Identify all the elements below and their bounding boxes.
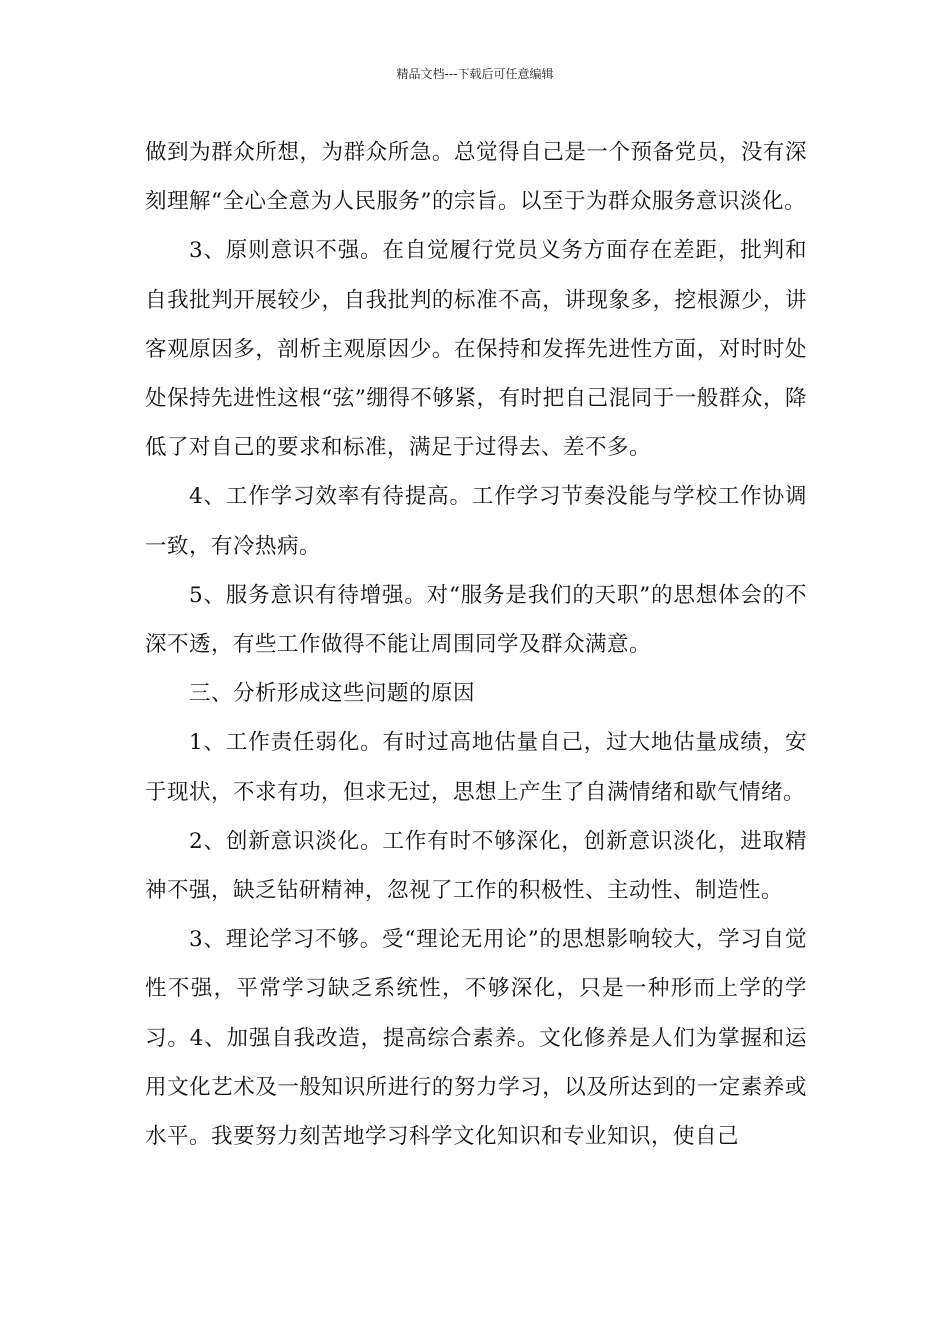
paragraph-continuation: 做到为群众所想，为群众所急。总觉得自己是一个预备党员，没有深刻理解“全心全意为人民服务”的宗旨。以至于为群众服务意识淡化。 <box>145 140 807 215</box>
paragraph-cause-1: 1、工作责任弱化。有时过高地估量自己，过大地估量成绩，安于现状，不求有功，但求无过，思想上产生了自满情绪和歇气情绪。 <box>145 730 807 805</box>
paragraph-item-5: 5、服务意识有待增强。对“服务是我们的天职”的思想体会的不深不透，有些工作做得不能让周围同学及群众满意。 <box>145 582 807 658</box>
paragraph-item-4: 4、工作学习效率有待提高。工作学习节奏没能与学校工作协调一致，有冷热病。 <box>145 484 807 559</box>
document-body <box>145 128 807 1161</box>
paragraph-item-3: 3、原则意识不强。在自觉履行党员义务方面存在差距，批判和自我批判开展较少，自我批判的标准不高，讲现象多，挖根源少，讲客观原因多，剖析主观原因少。在保持和发挥先进性方面，对时时处处保持先进性这根“弦”绷得不够紧，有时把自己混同于一般群众，降低了对自己的要求和标准，满足于过得去、差不多。 <box>145 238 807 461</box>
page-header: 精品文档---下载后可任意编辑 <box>396 67 554 81</box>
paragraph-cause-3: 3、理论学习不够。受“理论无用论”的思想影响较大，学习自觉性不强，平常学习缺乏系统性，不够深化，只是一种形而上学的学习。4、加强自我改造，提高综合素养。文化修养是人们为掌握和运用文化艺术及一般知识所进行的努力学习，以及所达到的一定素养或水平。我要努力刻苦地学习科学文化知识和专业知识，使自己 <box>145 927 807 1150</box>
section-heading: 三、分析形成这些问题的原因 <box>189 681 476 707</box>
paragraph-cause-2: 2、创新意识淡化。工作有时不够深化，创新意识淡化，进取精神不强，缺乏钻研精神，忽视了工作的积极性、主动性、制造性。 <box>145 828 807 904</box>
